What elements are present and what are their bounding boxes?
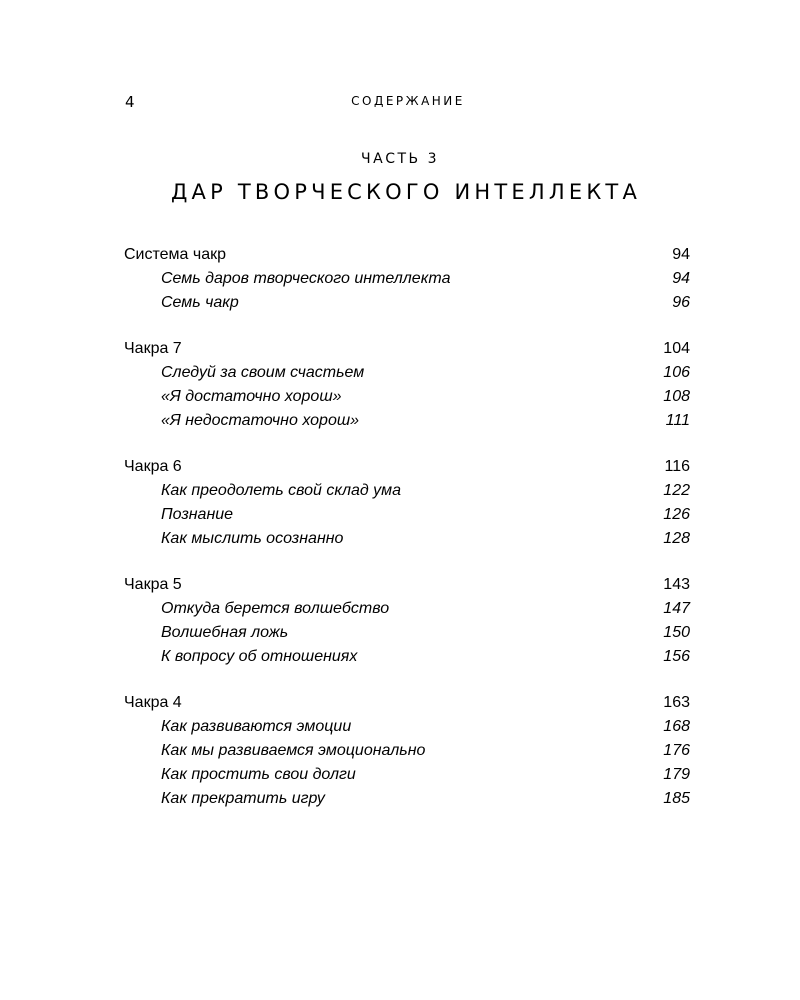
toc-page-number: 111 (665, 412, 690, 429)
toc-section (124, 243, 690, 315)
toc-subsection-entry[interactable] (124, 267, 690, 291)
toc-subsection-entry[interactable] (124, 739, 690, 763)
toc-page-number: 94 (672, 246, 690, 263)
page-number: 4 (125, 93, 136, 111)
toc-page-number: 104 (663, 340, 690, 357)
toc-section (124, 691, 690, 811)
toc-page-number: 126 (663, 506, 690, 523)
toc-subsection-entry[interactable] (124, 361, 690, 385)
toc-page-number: 94 (672, 270, 690, 287)
toc-page-number: 156 (663, 648, 690, 665)
toc-subsection-title: Как преодолеть свой склад ума (161, 482, 402, 499)
toc-subsection-title: Следуй за своим счастьем (161, 364, 365, 381)
toc-page-number: 122 (663, 482, 690, 499)
toc-subsection-entry[interactable] (124, 621, 690, 645)
toc-page-number: 116 (664, 458, 690, 475)
toc-page-number: 147 (663, 600, 690, 617)
toc-subsection-title: «Я недостаточно хорош» (161, 412, 360, 429)
toc-page-number: 179 (663, 766, 690, 783)
toc-page-number: 168 (663, 718, 690, 735)
toc-subsection-entry[interactable] (124, 291, 690, 315)
toc-subsection-entry[interactable] (124, 527, 690, 551)
toc-subsection-entry[interactable] (124, 645, 690, 669)
running-head (125, 93, 691, 113)
toc-chapter-title: Система чакр (124, 246, 227, 263)
toc-chapter-title: Чакра 4 (124, 694, 182, 711)
toc-subsection-entry[interactable] (124, 385, 690, 409)
toc-subsection-entry[interactable] (124, 715, 690, 739)
toc-subsection-title: «Я достаточно хорош» (161, 388, 342, 405)
toc-page-number: 143 (663, 576, 690, 593)
toc-chapter-title: Чакра 6 (124, 458, 182, 475)
toc-page-number: 106 (663, 364, 690, 381)
toc-subsection-title: Как простить свои долги (161, 766, 356, 783)
toc-subsection-entry[interactable] (124, 763, 690, 787)
toc-subsection-title: Как прекратить игру (161, 790, 325, 807)
toc-subsection-title: К вопросу об отношениях (161, 648, 358, 665)
toc-page-number: 176 (663, 742, 690, 759)
toc-chapter-entry[interactable] (124, 455, 690, 479)
toc-subsection-entry[interactable] (124, 597, 690, 621)
toc-subsection-title: Откуда берется волшебство (161, 600, 390, 617)
toc-subsection-title: Как мыслить осознанно (161, 530, 344, 547)
part-title: ДАР ТВОРЧЕСКОГО ИНТЕЛЛЕКТА (170, 180, 642, 204)
toc-chapter-title: Чакра 7 (124, 340, 182, 357)
toc-page-number: 150 (663, 624, 690, 641)
toc-chapter-entry[interactable] (124, 573, 690, 597)
part-label: ЧАСТЬ 3 (361, 151, 439, 167)
toc-subsection-entry[interactable] (124, 409, 690, 433)
toc-section (124, 573, 690, 669)
toc-subsection-title: Семь чакр (161, 294, 239, 311)
toc-chapter-entry[interactable] (124, 691, 690, 715)
table-of-contents (124, 243, 690, 833)
toc-subsection-entry[interactable] (124, 787, 690, 811)
toc-subsection-entry[interactable] (124, 503, 690, 527)
toc-section (124, 337, 690, 433)
toc-subsection-entry[interactable] (124, 479, 690, 503)
toc-chapter-title: Чакра 5 (124, 576, 182, 593)
toc-subsection-title: Семь даров творческого интеллекта (161, 270, 451, 287)
toc-page-number: 185 (663, 790, 690, 807)
running-title: СОДЕРЖАНИЕ (351, 94, 465, 108)
toc-page-number: 108 (663, 388, 690, 405)
toc-subsection-title: Волшебная ложь (161, 624, 289, 641)
toc-page-number: 128 (663, 530, 690, 547)
toc-chapter-entry[interactable] (124, 337, 690, 361)
toc-page-number: 163 (663, 694, 690, 711)
toc-page-number: 96 (672, 294, 690, 311)
toc-subsection-title: Как развиваются эмоции (161, 718, 352, 735)
toc-chapter-entry[interactable] (124, 243, 690, 267)
toc-subsection-title: Как мы развиваемся эмоционально (161, 742, 426, 759)
toc-subsection-title: Познание (161, 506, 234, 523)
toc-section (124, 455, 690, 551)
